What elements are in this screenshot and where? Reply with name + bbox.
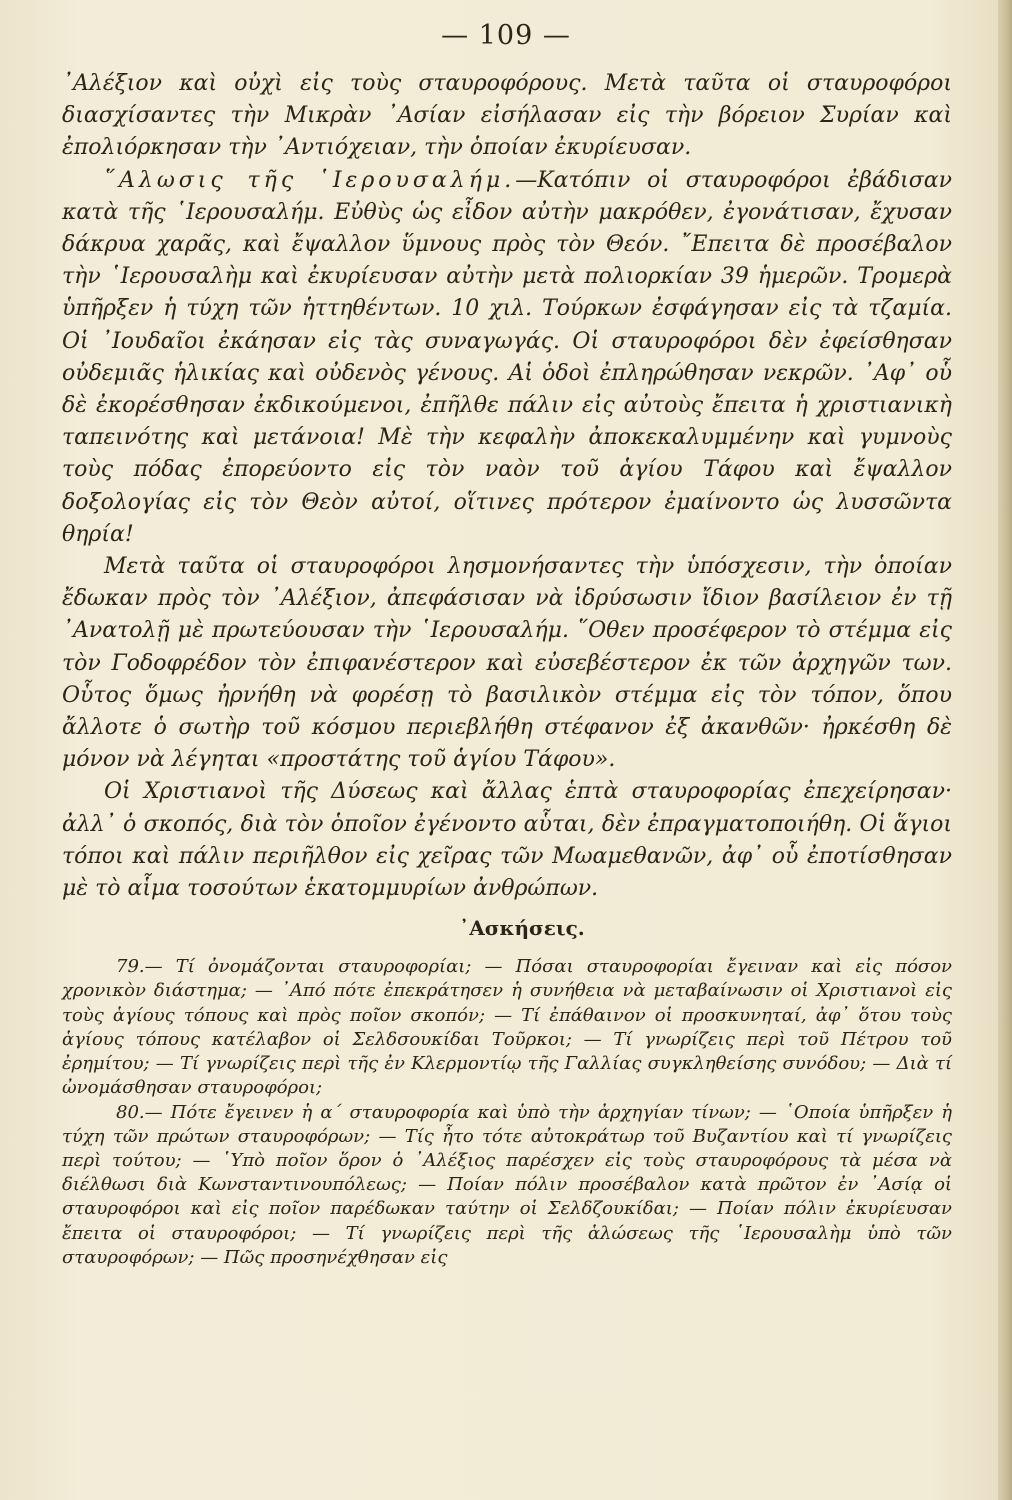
exercise-item	[62, 955, 952, 1100]
paragraph-3: Μετὰ ταῦτα οἱ σταυροφόροι λησμονήσαντες τὴν ὑπόσχεσιν, τὴν ὁποίαν ἔδωκαν πρὸς τὸν ᾿Αλέξιον, ἀπεφάσισαν νὰ ἱδρύσωσιν ἴδιον βασίλειον ἐν τῇ ᾿Ανατολῇ μὲ πρωτεύουσαν τὴν ῾Ιερουσαλήμ. ῞Οθεν προσέφερον τὸ στέμμα εἰς τὸν Γοδοφρέδον τὸν ἐπιφανέστερον καὶ εὐσεβέστερον ἐκ τῶν ἀρχηγῶν των. Οὗτος ὅμως ἠρνήθη νὰ φορέσῃ τὸ βασιλικὸν στέμμα εἰς τὸν τόπον, ὅπου ἄλλοτε ὁ σωτὴρ τοῦ κόσμου περιεβλήθη στέφανον ἐξ ἀκανθῶν· ἠρκέσθη δὲ μόνον νὰ λέγηται «προστάτης τοῦ ἁγίου Τάφου».	[62, 554, 952, 773]
exercise-number: 80.	[116, 1101, 145, 1123]
paragraph-1: ᾿Αλέξιον καὶ οὐχὶ εἰς τοὺς σταυροφόρους. Μετὰ ταῦτα οἱ σταυροφόροι διασχίσαντες τὴν Μικρὰν ᾿Ασίαν εἰσήλασαν εἰς τὴν βόρειον Συρίαν καὶ ἐπολιόρκησαν τὴν ᾿Αντιόχειαν, τὴν ὁποίαν ἐκυρίευσαν.	[62, 71, 952, 161]
paragraph-4: Οἱ Χριστιανοὶ τῆς Δύσεως καὶ ἄλλας ἑπτὰ σταυροφορίας ἐπεχείρησαν· ἀλλ᾿ ὁ σκοπός, διὰ τὸν ὁποῖον ἐγένοντο αὗται, δὲν ἐπραγματοποιήθη. Οἱ ἅγιοι τόποι καὶ πάλιν περιῆλθον εἰς χεῖρας τῶν Μωαμεθανῶν, ἀφ᾿ οὗ ἐποτίσθησαν μὲ τὸ αἷμα τοσούτων ἑκατομμυρίων ἀνθρώπων.	[62, 779, 952, 902]
page-body	[62, 68, 952, 1270]
paragraph-2	[62, 165, 952, 551]
exercise-text: — Πότε ἔγεινεν ἡ α΄ σταυροφορία καὶ ὑπὸ τὴν ἀρχηγίαν τίνων; — ῾Οποία ὑπῆρξεν ἡ τύχη τῶν πρώτων σταυροφόρων; — Τίς ἦτο τότε αὐτοκράτωρ τοῦ Βυζαντίου καὶ τί γνωρίζεις περὶ τούτου; — ῾Υπὸ ποῖον ὅρον ὁ ᾿Αλέξιος παρέσχεν εἰς τοὺς σταυροφόρους τὰ μέσα νὰ διέλθωσι διὰ Κωνσταντινουπόλεως; — Ποίαν πόλιν προσέβαλον κατὰ πρῶτον ἐν ᾿Ασίᾳ οἱ σταυροφόροι καὶ εἰς ποῖον παρέδωκαν ταύτην οἱ Σελδζουκίδαι; — Ποίαν πόλιν ἐκυρίευσαν ἔπειτα οἱ σταυροφόροι; — Τί γνωρίζεις περὶ τῆς ἁλώσεως τῆς ῾Ιερουσαλὴμ ὑπὸ τῶν σταυροφόρων; — Πῶς προσηνέχθησαν εἰς	[62, 1101, 952, 1268]
section-title-inline: ῞Αλωσις τῆς ῾Ιερουσαλήμ.	[104, 167, 516, 193]
page-edge	[998, 0, 1012, 1500]
exercises-list	[62, 955, 952, 1270]
page-number: — 109 —	[441, 20, 571, 51]
exercise-text: — Τί ὀνομάζονται σταυροφορίαι; — Πόσαι σταυροφορίαι ἔγειναν καὶ εἰς πόσον χρονικὸν διάστημα; — ᾿Από πότε ἐπεκράτησεν ἡ συνήθεια νὰ μεταβαίνωσιν οἱ Χριστιανοὶ εἰς τοὺς ἁγίους τόπους καὶ πρὸς ποῖον σκοπόν; — Τί ἐπάθαινον οἱ προσκυνηταί, ἀφ᾿ ὅτου τοὺς ἁγίους τόπους κατέλαβον οἱ Σελδσουκίδαι Τοῦρκοι; — Τί γνωρίζεις περὶ τοῦ Πέτρου τοῦ ἐρημίτου; — Τί γνωρίζεις περὶ τῆς ἐν Κλερμοντίῳ τῆς Γαλλίας συγκληθείσης συνόδου; — Διὰ τί ὠνομάσθησαν σταυροφόροι;	[62, 956, 952, 1099]
paragraph-2-text: —Κατόπιν οἱ σταυροφόροι ἐβάδισαν κατὰ τῆς ῾Ιερουσαλήμ. Εὐθὺς ὡς εἶδον αὐτὴν μακρόθεν, ἐγονάτισαν, ἔχυσαν δάκρυα χαρᾶς, καὶ ἔψαλλον ὕμνους πρὸς τὸν Θεόν. ῎Επειτα δὲ προσέβαλον τὴν ῾Ιερουσαλὴμ καὶ ἐκυρίευσαν αὐτὴν μετὰ πολιορκίαν 39 ἡμερῶν. Τρομερὰ ὑπῆρξεν ἡ τύχη τῶν ἡττηθέντων. 10 χιλ. Τούρκων ἐσφάγησαν εἰς τὰ τζαμία. Οἱ ᾿Ιουδαῖοι ἐκάησαν εἰς τὰς συναγωγάς. Οἱ σταυροφόροι δὲν ἐφείσθησαν οὐδεμιᾶς ἡλικίας καὶ οὐδενὸς γένους. Αἱ ὁδοὶ ἐπληρώθησαν νεκρῶν. ᾿Αφ᾿ οὗ δὲ ἐκορέσθησαν ἐκδικούμενοι, ἐπῆλθε πάλιν εἰς αὐτοὺς ἔπειτα ἡ χριστιανικὴ ταπεινότης καὶ μετάνοια! Μὲ τὴν κεφαλὴν ἀποκεκαλυμμένην καὶ γυμνοὺς τοὺς πόδας ἐπορεύοντο εἰς τὸν ναὸν τοῦ ἁγίου Τάφου καὶ ἔψαλλον δοξολογίας εἰς τὸν Θεὸν αὐτοί, οἵτινες πρότερον ἐμαίνοντο ὡς λυσσῶντα θηρία!	[62, 167, 953, 547]
exercise-number: 79.	[116, 956, 145, 978]
exercise-item	[62, 1101, 952, 1270]
exercises-heading: ᾿Ασκήσεις.	[459, 916, 585, 941]
